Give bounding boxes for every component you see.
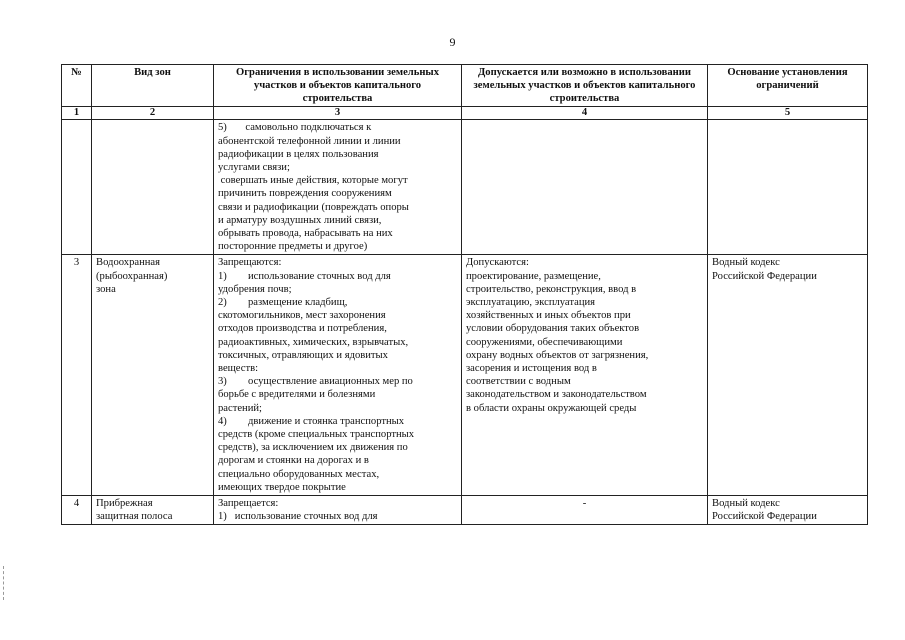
text-line: охрану водных объектов от загрязнения, bbox=[466, 349, 649, 361]
text-line: хозяйственных и иных объектов при bbox=[466, 310, 631, 322]
header-allowed: Допускается или возможно в использовании земельных участков и объектов капитального строительства bbox=[462, 65, 708, 107]
text-line: обрывать провода, набрасывать на них bbox=[218, 228, 393, 240]
text-line: (рыбоохранная) bbox=[96, 270, 168, 282]
allowed-cell bbox=[462, 120, 708, 255]
text-line: Допускаются: bbox=[466, 257, 529, 269]
text-line: Водный кодекс bbox=[712, 498, 780, 510]
text-line: имеющих твердое покрытие bbox=[218, 481, 346, 493]
scan-margin-mark bbox=[3, 566, 8, 600]
text-line: 3) осуществление авиационных мер по bbox=[218, 376, 413, 388]
header-restrictions: Ограничения в использовании земельных участков и объектов капитального строительства bbox=[214, 65, 462, 107]
text-line: 4) движение и стоянка транспортных bbox=[218, 415, 405, 427]
text-line: борьбе с вредителями и болезнями bbox=[218, 389, 376, 401]
text-line: связи и радиофикации (повреждать опоры bbox=[218, 201, 409, 213]
zone-type bbox=[92, 120, 214, 255]
column-number: 5 bbox=[708, 107, 868, 120]
text-line: 5) самовольно подключаться к bbox=[218, 122, 372, 134]
table-row bbox=[62, 120, 868, 255]
page-number: 9 bbox=[449, 35, 456, 49]
zone-restrictions-table bbox=[61, 64, 868, 525]
text-line: зона bbox=[96, 283, 116, 295]
zone-type bbox=[92, 496, 214, 525]
text-line: и арматуру воздушных линий связи, bbox=[218, 214, 382, 226]
text-line: совершать иные действия, которые могут bbox=[218, 175, 408, 187]
text-line: радиоактивных, химических, взрывчатых, bbox=[218, 336, 409, 348]
text-line: скотомогильников, мест захоронения bbox=[218, 310, 386, 322]
text-line: посторонние предметы и другое) bbox=[218, 241, 368, 253]
text-line: отходов производства и потребления, bbox=[218, 323, 387, 335]
text-line: услугами связи; bbox=[218, 162, 290, 173]
allowed-cell bbox=[462, 255, 708, 496]
header-no: № bbox=[62, 65, 92, 107]
table-row bbox=[62, 496, 868, 525]
column-number: 1 bbox=[62, 107, 92, 120]
text-line: специально оборудованных местах, bbox=[218, 468, 380, 480]
text-line: проектирование, размещение, bbox=[466, 270, 601, 282]
text-line: Российской Федерации bbox=[712, 270, 817, 282]
text-line: веществ: bbox=[218, 363, 259, 375]
text-line: в области охраны окружающей среды bbox=[466, 402, 637, 414]
restrictions-cell bbox=[214, 120, 462, 255]
text-line: 2) размещение кладбищ, bbox=[218, 297, 348, 309]
text-line: засорения и истощения вод в bbox=[466, 363, 597, 375]
restrictions-cell bbox=[214, 496, 462, 525]
text-line: радиофикации в целях пользования bbox=[218, 148, 379, 160]
text-line: 1) использование сточных вод для bbox=[218, 270, 391, 282]
text-line: Водный кодекс bbox=[712, 257, 780, 269]
text-line: 1) использование сточных вод для bbox=[218, 511, 378, 523]
text-line: Водоохранная bbox=[96, 257, 160, 269]
allowed-cell bbox=[462, 496, 708, 525]
column-number-row bbox=[62, 107, 868, 120]
header-zone: Вид зон bbox=[92, 65, 214, 107]
basis-cell bbox=[708, 120, 868, 255]
column-number: 2 bbox=[92, 107, 214, 120]
row-number: 3 bbox=[62, 255, 92, 496]
text-line: законодательством и законодательством bbox=[466, 389, 647, 401]
text-line: растений; bbox=[218, 402, 262, 414]
basis-cell bbox=[708, 496, 868, 525]
text-line: дорогам и стоянки на дорогах и в bbox=[218, 455, 369, 467]
restrictions-cell bbox=[214, 255, 462, 496]
text-line: условии оборудования таких объектов bbox=[466, 323, 640, 335]
text-line: абонентской телефонной линии и линии bbox=[218, 135, 401, 147]
text-line: токсичных, отравляющих и ядовитых bbox=[218, 349, 388, 361]
text-line: Российской Федерации bbox=[712, 511, 817, 523]
text-line: Прибрежная bbox=[96, 498, 153, 510]
text-line: - bbox=[582, 498, 587, 510]
column-number: 4 bbox=[462, 107, 708, 120]
text-line: строительство, реконструкция, ввод в bbox=[466, 283, 637, 295]
header-row bbox=[62, 65, 868, 107]
basis-cell bbox=[708, 255, 868, 496]
text-line: удобрения почв; bbox=[218, 283, 292, 295]
row-number: 4 bbox=[62, 496, 92, 525]
column-number: 3 bbox=[214, 107, 462, 120]
text-line: защитная полоса bbox=[96, 511, 173, 523]
zone-type bbox=[92, 255, 214, 496]
text-line: эксплуатацию, эксплуатация bbox=[466, 297, 596, 309]
header-basis: Основание установления ограничений bbox=[708, 65, 868, 107]
text-line: сооружениями, обеспечивающими bbox=[466, 336, 623, 348]
text-line: соответствии с водным bbox=[466, 376, 571, 388]
text-line: причинить повреждения сооружениям bbox=[218, 188, 392, 200]
row-number bbox=[62, 120, 92, 255]
text-line: Запрещается: bbox=[218, 498, 279, 510]
text-line: Запрещаются: bbox=[218, 257, 282, 269]
text-line: средств (кроме специальных транспортных bbox=[218, 429, 415, 441]
text-line: средств), за исключением их движения по bbox=[218, 442, 408, 454]
table-row bbox=[62, 255, 868, 496]
